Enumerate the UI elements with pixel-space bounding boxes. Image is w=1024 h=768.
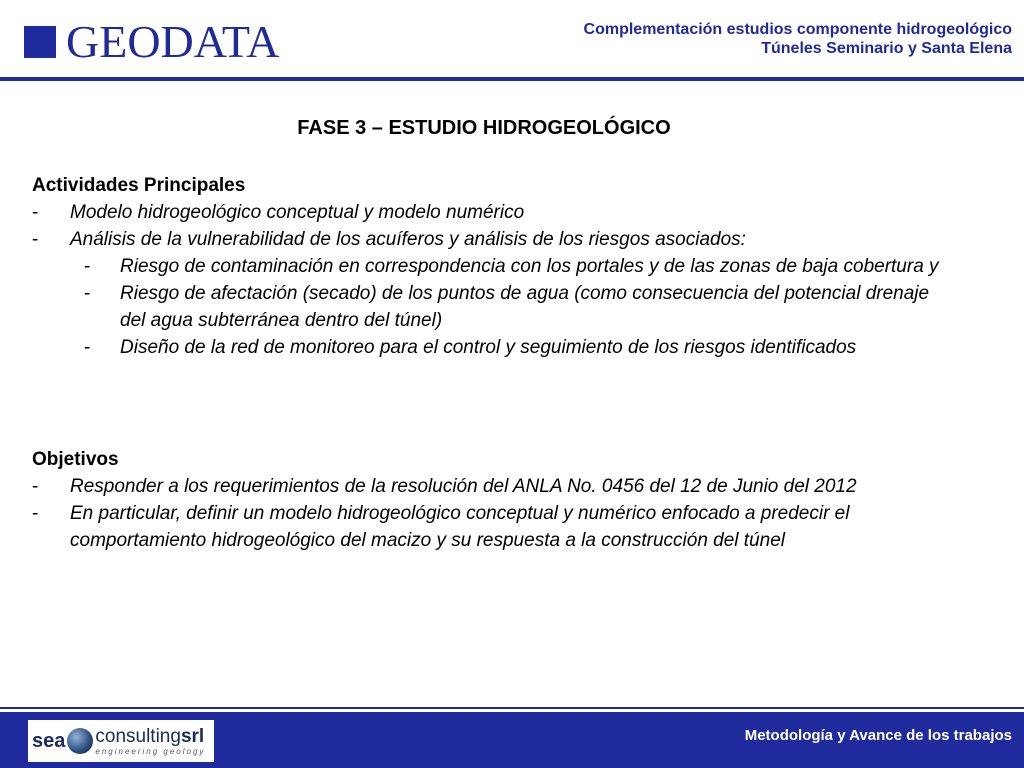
slide-header (0, 0, 1024, 80)
bullet-dash: - (84, 283, 91, 304)
sea-consulting-logo (28, 720, 214, 762)
list-item-text: En particular, definir un modelo hidrogeológico conceptual y numérico enfocado a predecir el comportamiento hidrogeológico del macizo y su respuesta a la construcción del túnel (70, 503, 850, 551)
header-divider (0, 77, 1024, 81)
geodata-logo (24, 16, 280, 67)
slide-title: FASE 3 – ESTUDIO HIDROGEOLÓGICO (297, 117, 671, 139)
logo-text: GEODATA (66, 16, 280, 67)
logo-sub-text: engineering geology (95, 746, 206, 756)
list-item (32, 500, 952, 554)
sub-list-item (32, 280, 952, 334)
sub-list-item-text: Riesgo de contaminación en correspondencia con los portales y de las zonas de baja cobertura y (120, 256, 939, 277)
list-item-text: Responder a los requerimientos de la resolución del ANLA No. 0456 del 12 de Junio del 2012 (70, 476, 857, 497)
slide-footer (0, 712, 1024, 768)
actividades-section (32, 172, 952, 361)
bullet-dash: - (32, 503, 39, 524)
list-item (32, 199, 952, 226)
logo-consulting-text: consulting (95, 725, 181, 747)
bullet-dash: - (32, 202, 39, 223)
logo-consulting-line (95, 727, 205, 746)
sub-list-item (32, 334, 952, 361)
sub-list-item (32, 253, 952, 280)
header-line-1: Complementación estudios componente hidrogeológico (583, 21, 1012, 38)
header-project-title (584, 20, 1012, 58)
sub-list-item-text: Riesgo de afectación (secado) de los puntos de agua (como consecuencia del potencial drenaje del agua subterránea dentro del túnel) (120, 283, 930, 331)
globe-icon (67, 728, 93, 754)
list-item (32, 226, 952, 253)
list-item-text: Modelo hidrogeológico conceptual y modelo numérico (70, 202, 525, 223)
list-item-text: Análisis de la vulnerabilidad de los acuíferos y análisis de los riesgos asociados: (70, 229, 746, 250)
footer-divider (0, 707, 1024, 709)
footer-section-title: Metodología y Avance de los trabajos (744, 727, 1012, 744)
objetivos-heading: Objetivos (32, 449, 119, 470)
actividades-heading: Actividades Principales (32, 175, 246, 196)
logo-square-icon (24, 26, 56, 58)
logo-srl-text: srl (180, 725, 205, 747)
objetivos-section (32, 446, 952, 554)
logo-wordmark (95, 727, 205, 756)
bullet-dash: - (32, 229, 39, 250)
list-item (32, 473, 952, 500)
header-line-2: Túneles Seminario y Santa Elena (761, 40, 1012, 57)
bullet-dash: - (32, 476, 39, 497)
sub-list-item-text: Diseño de la red de monitoreo para el control y seguimiento de los riesgos identificados (120, 337, 857, 358)
bullet-dash: - (84, 256, 91, 277)
bullet-dash: - (84, 337, 91, 358)
logo-sea-text: sea (32, 729, 66, 752)
